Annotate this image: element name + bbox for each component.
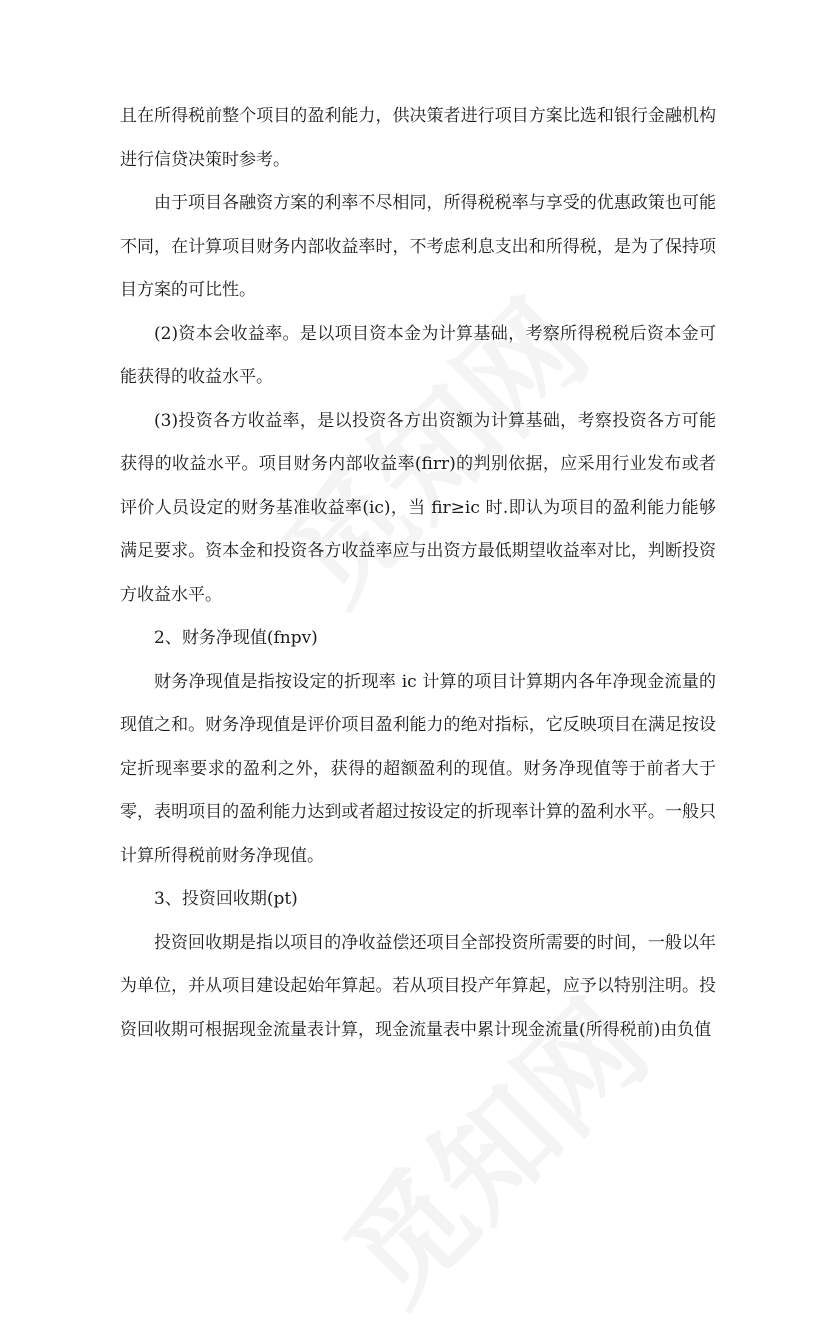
paragraph: 投资回收期是指以项目的净收益偿还项目全部投资所需要的时间，一般以年为单位，并从项目建设起始年算起。若从项目投产年算起，应予以特别注明。投资回收期可根据现金流量表计算，现金流量表中累计现金流量(所得税前)由负值 bbox=[120, 932, 716, 1040]
paragraph: 且在所得税前整个项目的盈利能力，供决策者进行项目方案比选和银行金融机构进行信贷决策时参考。 bbox=[120, 106, 716, 170]
paragraph: 由于项目各融资方案的利率不尽相同，所得税税率与享受的优惠政策也可能不同，在计算项目财务内部收益率时，不考虑利息支出和所得税，是为了保持项目方案的可比性。 bbox=[120, 193, 716, 300]
section-heading: 3、投资回收期(pt) bbox=[154, 889, 298, 909]
section-heading: 2、财务净现值(fnpv) bbox=[154, 628, 318, 648]
paragraph: (2)资本会收益率。是以项目资本金为计算基础，考察所得税税后资本金可能获得的收益水平。 bbox=[120, 323, 716, 387]
document-body bbox=[120, 95, 716, 1052]
paragraph: 财务净现值是指按设定的折现率 ic 计算的项目计算期内各年净现金流量的现值之和。财务净现值是评价项目盈利能力的绝对指标，它反映项目在满足按设定折现率要求的盈利之外，获得的超额盈利的现值。财务净现值等于前者大于零，表明项目的盈利能力达到或者超过按设定的折现率计算的盈利水平。一般只计算所得税前财务净现值。 bbox=[120, 671, 716, 866]
paragraph: (3)投资各方收益率，是以投资各方出资额为计算基础，考察投资各方可能获得的收益水平。项目财务内部收益率(firr)的判别依据，应采用行业发布或者评价人员设定的财务基准收益率(ic)，当 fir≥ic 时.即认为项目的盈利能力能够满足要求。资本金和投资各方收益率应与出资方最低期望收益率对比，判断投资方收益水平。 bbox=[120, 410, 716, 605]
